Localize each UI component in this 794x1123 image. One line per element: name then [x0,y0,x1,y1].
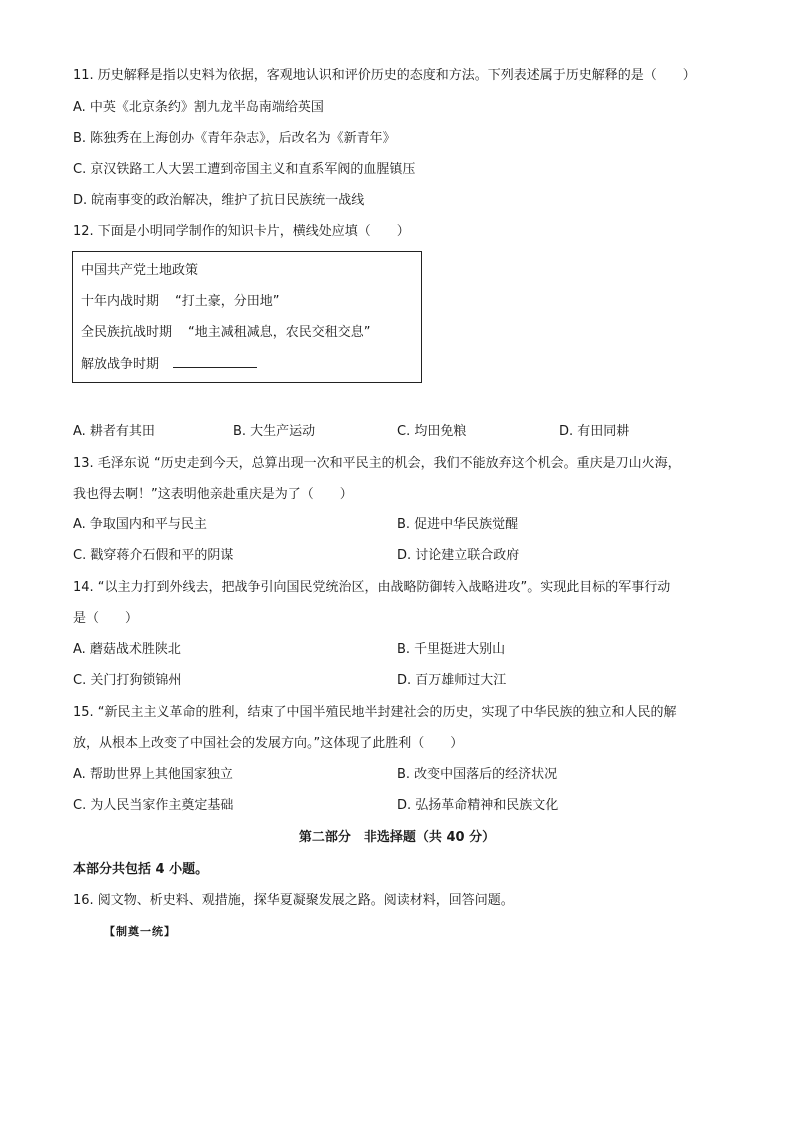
q15-option-c: C. 为人民当家作主奠定基础 [73,798,234,813]
q15-option-a: A. 帮助世界上其他国家独立 [73,767,233,782]
card-row-2 [81,324,371,342]
part-two-note: 本部分共包括 4 小题。 [73,862,209,877]
q16-stem: 16. 阅文物、析史料、观措施，探华夏凝聚发展之路。阅读材料，回答问题。 [73,893,514,908]
q15-option-b: B. 改变中国落后的经济状况 [397,767,558,782]
card-row-3-period: 解放战争时期 [81,357,160,372]
q11-option-a: A. 中英《北京条约》割九龙半岛南端给英国 [73,100,324,115]
q15-stem-line-2: 放，从根本上改变了中国社会的发展方向。”这体现了此胜利（ ） [73,736,464,751]
q11-option-b: B. 陈独秀在上海创办《青年杂志》，后改名为《新青年》 [73,131,396,146]
q13-option-a: A. 争取国内和平与民主 [73,517,207,532]
card-row-1-policy: “打土豪，分田地” [175,294,280,309]
card-row-3 [81,355,257,374]
part-two-heading: 第二部分 非选择题（共 40 分） [298,830,496,845]
q14-stem-line-2: 是（ ） [73,611,139,626]
card-row-1 [81,293,280,311]
q12-option-a: A. 耕者有其田 [73,424,155,439]
q13-stem-line-2: 我也得去啊！”这表明他亲赴重庆是为了（ ） [73,487,353,502]
card-row-2-policy: “地主减租减息，农民交租交息” [188,325,371,340]
q15-option-d: D. 弘扬革命精神和民族文化 [397,798,559,813]
q14-stem-line-1: 14. “以主力打到外线去，把战争引向国民党统治区，由战略防御转入战略进攻”。实现此目标的军事行动 [73,580,671,595]
q13-option-d: D. 讨论建立联合政府 [397,548,520,563]
q16-subheading: 【制奠一统】 [104,925,176,938]
q11-option-c: C. 京汉铁路工人大罢工遭到帝国主义和直系军阀的血腥镇压 [73,162,416,177]
q13-option-c: C. 戳穿蒋介石假和平的阴谋 [73,548,234,563]
q14-option-b: B. 千里挺进大别山 [397,642,506,657]
q14-option-c: C. 关门打狗锁锦州 [73,673,182,688]
q12-stem: 12. 下面是小明同学制作的知识卡片，横线处应填（ ） [73,224,410,239]
card-row-1-period: 十年内战时期 [81,294,160,309]
q12-option-c: C. 均田免粮 [397,424,467,439]
q11-stem: 11. 历史解释是指以史料为依据，客观地认识和评价历史的态度和方法。下列表述属于历史解释的是（ ） [73,68,696,83]
knowledge-card [72,251,422,383]
q11-option-d: D. 皖南事变的政治解决，维护了抗日民族统一战线 [73,193,365,208]
card-answer-blank [173,355,257,368]
q14-option-d: D. 百万雄师过大江 [397,673,507,688]
q12-option-d: D. 有田同耕 [559,424,630,439]
card-title: 中国共产党土地政策 [81,263,199,278]
card-row-2-period: 全民族抗战时期 [81,325,173,340]
q13-option-b: B. 促进中华民族觉醒 [397,517,519,532]
q13-stem-line-1: 13. 毛泽东说 “历史走到今天，总算出现一次和平民主的机会，我们不能放弃这个机会。重庆是刀山火海， [73,456,681,471]
q12-option-b: B. 大生产运动 [233,424,316,439]
q15-stem-line-1: 15. “新民主主义革命的胜利，结束了中国半殖民地半封建社会的历史，实现了中华民族的独立和人民的解 [73,705,677,720]
q14-option-a: A. 蘑菇战术胜陕北 [73,642,181,657]
